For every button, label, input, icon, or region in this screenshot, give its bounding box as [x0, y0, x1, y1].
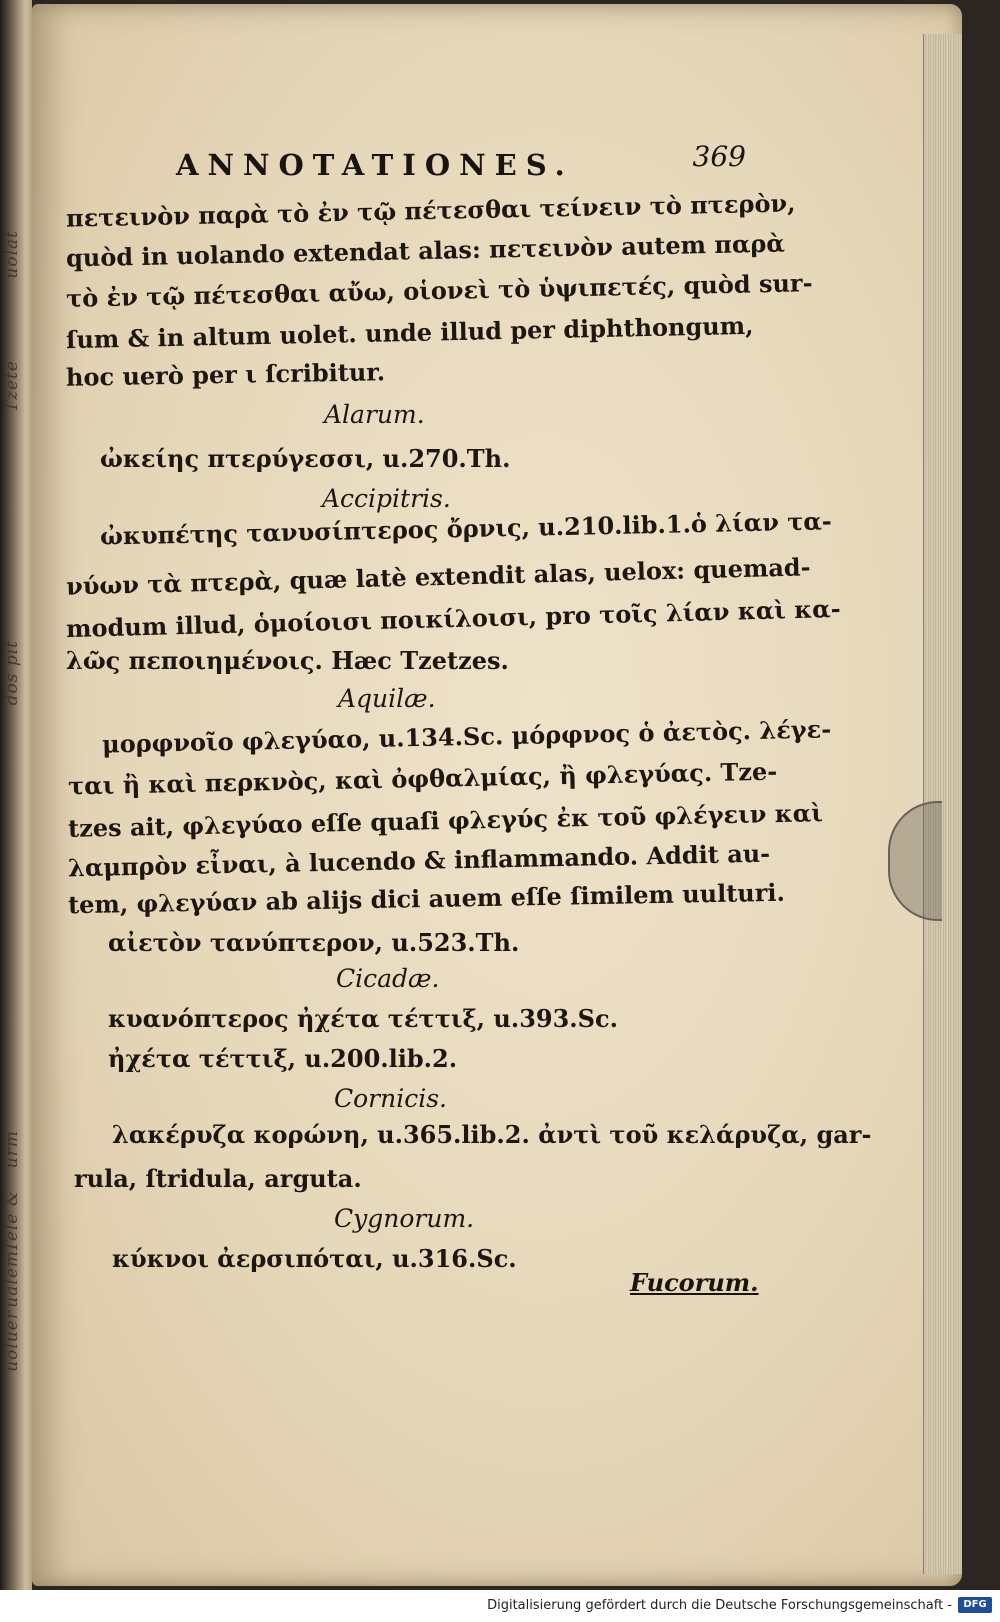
text-line: λῶς πεποιημένοις. Hæc Tzetzes.	[66, 646, 509, 675]
section-heading: Accipitris.	[322, 484, 451, 513]
margin-fragment: Tzete	[2, 360, 22, 413]
text-line: αἰετὸν τανύπτερον, u.523.Th.	[108, 928, 520, 957]
text-line: tem, φλεγύαν ab alijs dici auem eſſe ſimilem uulturi.	[67, 877, 786, 920]
dfg-logo-icon: DFG	[958, 1597, 992, 1613]
text-line: τὸ ἐν τῷ πέτεσθαι αὔω, οἱονεὶ τὸ ὑψιπετές, quòd sur-	[65, 268, 813, 313]
page-number: 369	[692, 140, 746, 173]
margin-fragment: uolat	[2, 230, 22, 279]
text-line: modum illud, ὁμοίοισι ποικίλοισι, pro τοῖς λίαν καὶ κα-	[65, 593, 841, 644]
text-line: λακέρυζα κορώνη, u.365.lib.2. ἀντὶ τοῦ κελάρυζα, gar-	[112, 1120, 872, 1149]
margin-fragment: dos pit	[2, 640, 22, 706]
section-heading: Aquilæ.	[338, 684, 436, 713]
text-line: hoc uerò per ι ſcribitur.	[65, 357, 386, 392]
facing-page-edge	[0, 0, 32, 1590]
section-heading: Alarum.	[324, 400, 425, 429]
text-line: λαμπρὸν εἶναι, à lucendo & inflammando. Addit au-	[67, 838, 771, 883]
digitization-footer	[0, 1590, 1000, 1622]
text-line: κυανόπτερος ἠχέτα τέττιξ, u.393.Sc.	[108, 1004, 618, 1033]
text-line: tzes ait, φλεγύαο eſſe quaſi φλεγύς ἐκ τοῦ φλέγειν καὶ	[67, 798, 824, 843]
text-line: quòd in uolando extendat alas: πετεινὸν autem παρὰ	[65, 228, 786, 273]
margin-fragment: uoluer	[2, 1310, 22, 1372]
text-line: rula, ſtridula, arguta.	[74, 1164, 362, 1193]
text-line: ſum & in altum uolet. unde illud per diphthongum,	[65, 310, 754, 355]
margin-fragment: ualem	[2, 1250, 22, 1308]
section-heading: Cicadæ.	[336, 964, 440, 993]
margin-fragment: urm	[2, 1130, 22, 1169]
text-line: νύων τὰ πτερὰ, quæ latè extendit alas, uelox: quemad-	[65, 552, 811, 601]
text-line: ὠκείης πτερύγεσσι, u.270.Th.	[100, 444, 511, 473]
text-line: ὠκυπέτης τανυσίπτερος ὄρνις, u.210.lib.1.ὁ λίαν τα-	[99, 506, 833, 551]
funding-credit: Digitalisierung gefördert durch die Deutsche Forschungsgemeinschaft -	[487, 1598, 952, 1613]
book-clasp	[888, 801, 942, 921]
running-title: ANNOTATIONES.	[176, 148, 574, 182]
text-line: κύκνοι ἀερσιπόται, u.316.Sc.	[112, 1244, 517, 1273]
text-line: ται ἢ καὶ περκνὸς, καὶ ὀφθαλμίας, ἢ φλεγύας. Tze-	[67, 756, 778, 801]
text-line: ἠχέτα τέττιξ, u.200.lib.2.	[108, 1044, 458, 1073]
text-line: μορφνοῖο φλεγύαο, u.134.Sc. μόρφνος ὁ ἀετὸς. λέγε-	[101, 714, 832, 759]
margin-fragment: Tele &	[2, 1190, 22, 1253]
running-head	[176, 140, 746, 192]
section-heading: Cornicis.	[334, 1084, 448, 1113]
section-heading: Cygnorum.	[334, 1204, 475, 1233]
text-line: πετεινὸν παρὰ τὸ ἐν τῷ πέτεσθαι τείνειν τὸ πτερὸν,	[65, 188, 796, 233]
catchword: Fucorum.	[630, 1268, 759, 1297]
